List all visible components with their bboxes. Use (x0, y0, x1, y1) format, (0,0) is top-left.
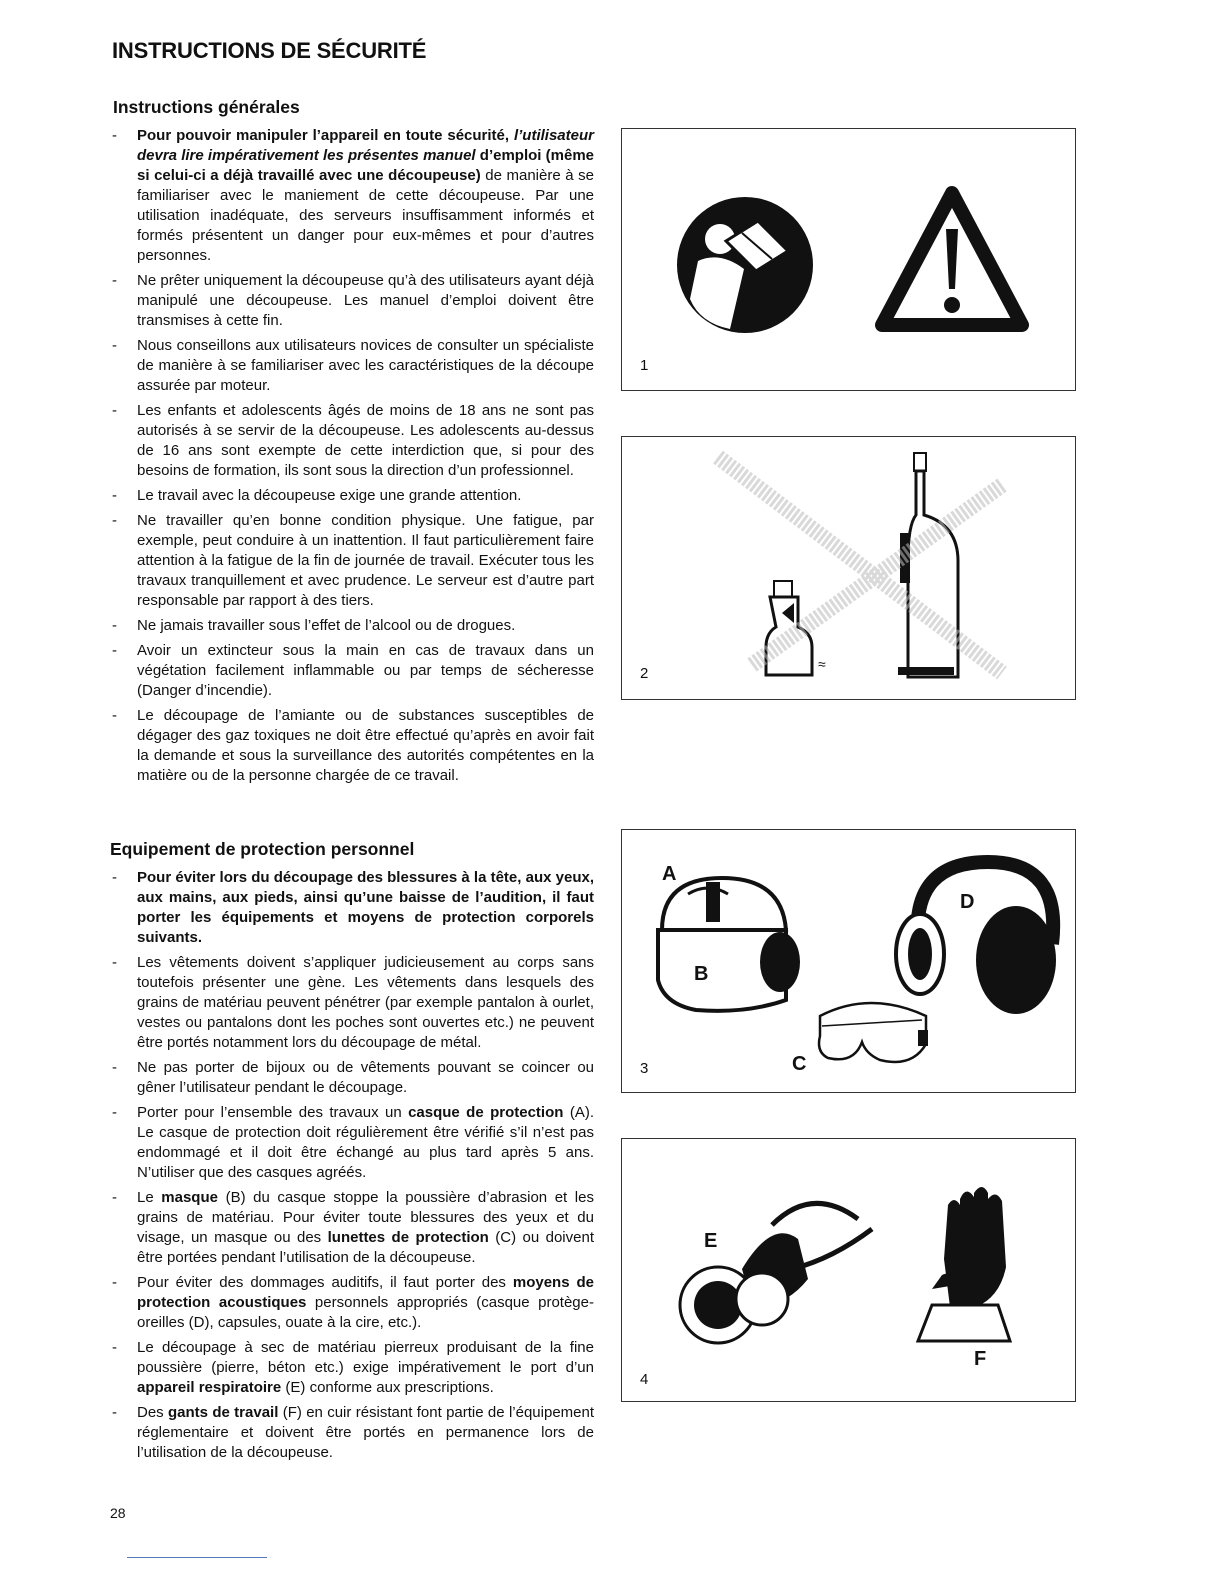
figure-1 (621, 128, 1076, 391)
list-item (110, 126, 594, 266)
read-manual-icon (677, 197, 813, 333)
text-run: d’emploi (même si celui-ci a déjà travaillé avec une découpeuse) (137, 147, 594, 184)
figure-3-number: 3 (640, 1060, 649, 1077)
text-run: gants de travail (168, 1404, 279, 1421)
bullet-dash: - (112, 617, 117, 634)
list-item (110, 641, 594, 701)
figure-1-illustration (622, 129, 1074, 389)
list-item (110, 706, 594, 786)
text-run: Avoir un extincteur sous la main en cas de travaux dans un végétation facilement inflammable ou par temps de sécheresse (Danger d’incendie). (137, 642, 594, 699)
general-instructions-list (110, 126, 594, 791)
figure-3-illustration (622, 830, 1074, 1090)
bullet-dash: - (112, 707, 117, 724)
text-run: Les enfants et adolescents âgés de moins de 18 ans ne sont pas autorisés à se servir de la découpeuse. Les adolescents au-dessus de 16 ans sont exempte de cette interdiction que, si pour des besoins de formation, ils sont sous la direction d’un professionnel. (137, 402, 594, 479)
work-glove-icon (918, 1187, 1010, 1341)
text-run: moyens de protection acoustiques (137, 1274, 594, 1311)
earmuffs-icon (896, 862, 1056, 1014)
list-item-text (137, 1338, 594, 1398)
bullet-dash: - (112, 487, 117, 504)
list-item (110, 1403, 594, 1463)
section-heading-ppe: Equipement de protection personnel (110, 839, 415, 859)
text-run: lunettes de protection (327, 1229, 489, 1246)
text-run: (B) du casque stoppe la poussière d’abrasion et les grains de matériau. Pour éviter toute blessures des yeux et du visage, un masque ou des (137, 1189, 594, 1246)
list-item-text (137, 868, 594, 948)
text-run: Nous conseillons aux utilisateurs novices de consulter un spécialiste de manière à se familiariser avec les caractéristiques de la découpe assurée par moteur. (137, 337, 594, 394)
text-run: (F) en cuir résistant font partie de l’équipement réglementaire et doivent être portés en permanence lors de l’utilisation de la découpeuse. (137, 1404, 595, 1461)
figure-2-number: 2 (640, 665, 649, 682)
text-run: Le travail avec la découpeuse exige une grande attention. (137, 487, 522, 504)
text-run: Le découpage de l’amiante ou de substances susceptibles de dégager des gaz toxiques ne doit être effectué qu’après en avoir fait la demande et sous la surveillance des autorités compétentes en la matière ou de la personne chargée de ce travail. (137, 707, 594, 784)
bullet-dash: - (112, 1059, 117, 1076)
label-a: A (662, 863, 677, 885)
text-run: Des (137, 1404, 169, 1421)
list-item-text (137, 1103, 594, 1183)
text-run: (A). Le casque de protection doit régulièrement être vérifié s’il n’est pas endommagé et il doit être échangé au plus tard après 5 ans. N’utiliser que des casques agréés. (137, 1104, 594, 1181)
list-item-text (137, 271, 594, 331)
wine-bottle-icon (898, 453, 958, 677)
label-e: E (704, 1230, 718, 1252)
figure-2-illustration (622, 437, 1074, 697)
figure-4 (621, 1138, 1076, 1402)
bullet-dash: - (112, 954, 117, 971)
text-run: Les vêtements doivent s’appliquer judicieusement au corps sans toutefois présenter une gène. Les vêtements dans lesquels des grains de matériau peuvent pénétrer (par exemple pantalon à ourlet, vestes ou pantalons dont les poches sont ouvertes etc.) ne peuvent être portés notamment lors du découpage de métal. (137, 954, 594, 1051)
list-item-text (137, 641, 594, 701)
list-item (110, 868, 594, 948)
text-run: Pour éviter des dommages auditifs, il faut porter des (137, 1274, 513, 1291)
text-run: appareil respiratoire (137, 1379, 282, 1396)
list-item-text (137, 511, 594, 611)
figure-2 (621, 436, 1076, 700)
respirator-icon (680, 1203, 872, 1343)
text-run: Le (137, 1189, 162, 1206)
text-run: Le découpage à sec de matériau pierreux produisant de la fine poussière (pierre, béton etc.) exige impérativement le port d’un (137, 1339, 594, 1376)
list-item-text (137, 1188, 594, 1268)
list-item-text (137, 1403, 594, 1463)
bullet-dash: - (112, 869, 117, 886)
text-run: l’utilisateur devra lire impérativement les présentes manuel (137, 127, 594, 164)
text-run: Ne prêter uniquement la découpeuse qu’à des utilisateurs ayant déjà manipulé une découpeuse. Les manuel d’emploi doivent être transmises à cette fin. (137, 272, 594, 329)
text-run: Pour pouvoir manipuler l’appareil en toute sécurité, (137, 127, 514, 144)
list-item-text (137, 126, 594, 266)
text-run: Pour éviter lors du découpage des blessures à la tête, aux yeux, aux mains, aux pieds, ainsi qu’une baisse de l’audition, il faut porter les équipements et moyens de protection corporels suivants. (137, 869, 594, 946)
label-b: B (694, 963, 709, 985)
text-run: (C) ou doivent être portées pendant l’utilisation de la découpeuse. (137, 1229, 594, 1266)
list-item-text (137, 706, 594, 786)
footer-rule (127, 1557, 267, 1558)
bullet-dash: - (112, 1274, 117, 1291)
bullet-dash: - (112, 1404, 117, 1421)
section-heading-general: Instructions générales (113, 97, 300, 117)
ppe-instructions-list (110, 868, 594, 1468)
text-run: Ne jamais travailler sous l’effet de l’alcool ou de drogues. (137, 617, 516, 634)
bullet-dash: - (112, 402, 117, 419)
drops-glyph: ≈ (818, 656, 826, 672)
text-run: (E) conforme aux prescriptions. (281, 1379, 494, 1396)
list-item-text (137, 953, 594, 1053)
text-run: Porter pour l’ensemble des travaux un (137, 1104, 409, 1121)
list-item (110, 401, 594, 481)
label-c: C (792, 1053, 807, 1075)
list-item-text (137, 616, 594, 636)
text-run: de manière à se familiariser avec le maniement de cette découpeuse. Par une utilisation inadéquate, des serveurs insuffisamment informés et formés présentent un danger pour eux-mêmes et pour d’autres personnes. (137, 167, 594, 264)
list-item (110, 486, 594, 506)
list-item (110, 271, 594, 331)
bullet-dash: - (112, 1189, 117, 1206)
figure-4-illustration (622, 1139, 1074, 1399)
safety-goggles-icon (819, 1003, 928, 1062)
list-item-text (137, 401, 594, 481)
figure-3 (621, 829, 1076, 1093)
label-d: D (960, 891, 975, 913)
list-item (110, 1058, 594, 1098)
list-item (110, 1188, 594, 1268)
text-run: personnels appropriés (casque protège-oreilles (D), capsules, ouate à la cire, etc.). (137, 1294, 594, 1331)
bullet-dash: - (112, 642, 117, 659)
list-item-text (137, 336, 594, 396)
list-item (110, 616, 594, 636)
list-item (110, 511, 594, 611)
list-item (110, 1103, 594, 1183)
bullet-dash: - (112, 272, 117, 289)
list-item (110, 953, 594, 1053)
page-number: 28 (110, 1505, 126, 1521)
text-run: casque de protection (408, 1104, 564, 1121)
list-item-text (137, 1058, 594, 1098)
bullet-dash: - (112, 1104, 117, 1121)
label-f: F (974, 1348, 987, 1370)
list-item (110, 1338, 594, 1398)
list-item (110, 1273, 594, 1333)
list-item-text (137, 1273, 594, 1333)
bullet-dash: - (112, 512, 117, 529)
text-run: Ne travailler qu’en bonne condition physique. Une fatigue, par exemple, peut conduire à un inattention. Il faut particulièrement faire attention à la fatigue de la fin de journée de travail. Exécuter tous les travaux tranquillement et avec prudence. Le serveur est d’autre part responsable par rapport à des tiers. (137, 512, 594, 609)
helmet-visor-icon (658, 878, 800, 1011)
figure-4-number: 4 (640, 1371, 649, 1388)
list-item-text (137, 486, 594, 506)
bullet-dash: - (112, 1339, 117, 1356)
list-item (110, 336, 594, 396)
bullet-dash: - (112, 127, 117, 144)
warning-triangle-icon (882, 193, 1022, 325)
text-run: Ne pas porter de bijoux ou de vêtements pouvant se coincer ou gêner l’utilisateur pendant le découpage. (137, 1059, 594, 1096)
figure-1-number: 1 (640, 357, 649, 374)
bullet-dash: - (112, 337, 117, 354)
page-title: INSTRUCTIONS DE SÉCURITÉ (112, 38, 427, 63)
text-run: masque (161, 1189, 218, 1206)
